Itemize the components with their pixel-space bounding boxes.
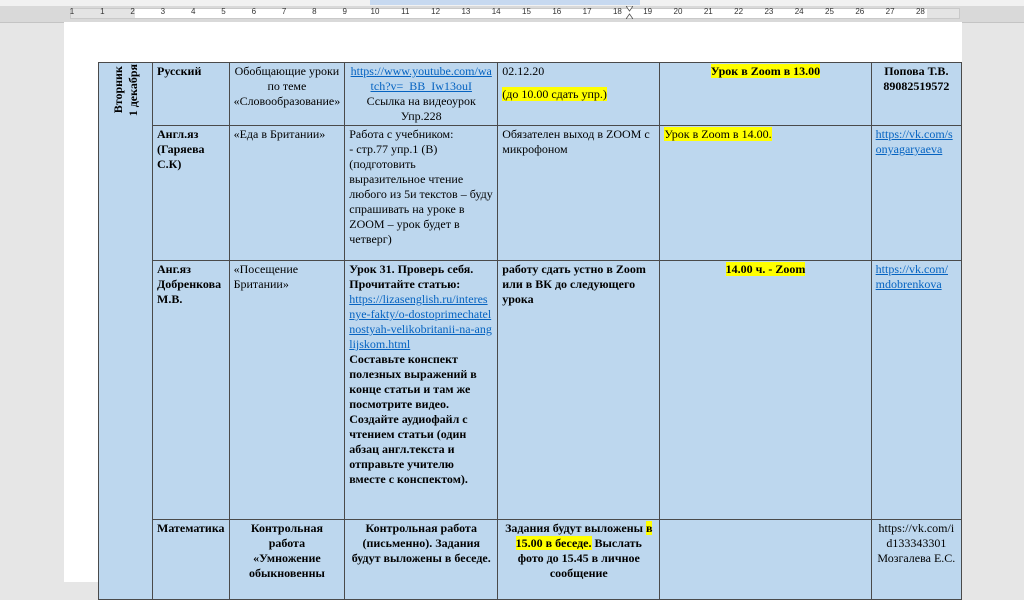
active-tab-highlight	[370, 0, 640, 5]
table-row	[99, 261, 962, 520]
teacher-name: Попова Т.В.	[884, 64, 949, 78]
contact-cell	[871, 520, 961, 600]
task-body: Составьте конспект полезных выражений в конце статьи и там же посмотрите видео. Создайте аудиофайл с чтением статьи (один абзац англ.текста и отправьте учителю вместе с конспектом).	[349, 352, 477, 486]
deadline-cell	[498, 126, 660, 261]
zoom-cell	[660, 520, 871, 600]
zoom-cell	[660, 261, 871, 520]
ruler-number: 23	[764, 7, 774, 16]
day-cell	[99, 63, 153, 600]
ruler-number: 13	[461, 7, 471, 16]
topic-label: «Посещение Британии»	[233, 262, 299, 291]
ruler-number: 17	[582, 7, 592, 16]
deadline-cell	[498, 261, 660, 520]
ruler-number: 18	[612, 7, 622, 16]
contact-cell	[871, 63, 961, 126]
document-page	[64, 22, 962, 582]
weekday-label: Вторник	[110, 66, 125, 114]
ruler-number: 4	[190, 7, 196, 16]
ruler-number: 28	[915, 7, 925, 16]
deadline-post: Выслать фото до 15.45 в личное сообщение	[517, 536, 642, 580]
ruler-number: 1	[100, 7, 105, 16]
ruler-number: 11	[401, 7, 410, 16]
schedule-table	[98, 62, 962, 600]
subject-cell	[153, 261, 230, 520]
zoom-time: Урок в Zoom в 14.00.	[664, 127, 772, 141]
ruler-number: 5	[221, 7, 226, 16]
ruler-number: 24	[794, 7, 804, 16]
ruler-number: 26	[855, 7, 865, 16]
task-cell	[345, 520, 498, 600]
ruler-number: 9	[342, 7, 347, 16]
task-text: Контрольная работа (письменно). Задания будут выложены в беседе.	[351, 521, 491, 565]
task-line: - стр.77 упр.1 (В) (подготовить выразительное чтение любого из 5и текстов – буду спрашивать на уроке в ZOOM – урок будет в четверг)	[349, 142, 493, 246]
deadline-note: работу сдать устно в Zoom или в ВК до следующего урока	[502, 262, 646, 306]
ruler-number: 10	[370, 7, 380, 16]
task-cell	[345, 126, 498, 261]
subject-cell	[153, 520, 230, 600]
zoom-time: 14.00 ч. - Zoom	[725, 262, 806, 276]
task-cell	[345, 63, 498, 126]
contact-cell	[871, 261, 961, 520]
indent-marker-icon[interactable]	[626, 6, 633, 19]
ruler-number: 19	[643, 7, 653, 16]
horizontal-ruler[interactable]	[0, 6, 1024, 23]
ruler-number: 15	[522, 7, 531, 16]
ruler-number: 7	[281, 7, 287, 16]
video-link[interactable]: https://www.youtube.com/watch?v=_BB_Iw13ouI	[350, 64, 492, 93]
ruler-number: 22	[734, 7, 744, 16]
deadline-highlight: в 15.00 в беседе.	[515, 521, 653, 550]
task-extra: Упр.228	[400, 109, 442, 123]
zoom-time: Урок в Zoom в 13.00	[710, 64, 821, 78]
ruler-number: 21	[703, 7, 713, 16]
zoom-cell	[660, 63, 871, 126]
task-cell	[345, 261, 498, 520]
zoom-cell	[660, 126, 871, 261]
deadline-note: (до 10.00 сдать упр.)	[502, 87, 607, 101]
subject-label: Русский	[157, 64, 202, 78]
table-row	[99, 126, 962, 261]
day-label	[111, 64, 141, 116]
topic-cell	[229, 520, 345, 600]
table-row	[99, 520, 962, 600]
teacher-vk-link[interactable]: https://vk.com/id133343301	[878, 521, 955, 550]
deadline-pre: Задания будут выложены	[505, 521, 643, 535]
ruler-numbers	[0, 6, 1024, 22]
deadline-cell	[498, 63, 660, 126]
ruler-number: 20	[673, 7, 683, 16]
task-text: Работа с учебником:	[349, 127, 454, 141]
ruler-number: 8	[312, 7, 317, 16]
topic-cell	[229, 261, 345, 520]
task-text: Ссылка на видеоурок	[366, 94, 476, 108]
task-title: Урок 31. Проверь себя. Прочитайте статью:	[349, 262, 474, 291]
subject-label: Англ.яз (Гаряева С.К)	[157, 127, 205, 171]
subject-cell	[153, 63, 230, 126]
topic-label: «Еда в Британии»	[233, 127, 326, 141]
topic-cell	[229, 63, 345, 126]
ruler-number: 25	[825, 7, 834, 16]
deadline-date: 02.12.20	[502, 64, 545, 78]
subject-label: Анг.яз Добренкова М.В.	[157, 262, 222, 306]
teacher-phone: 89082519572	[883, 79, 950, 93]
teacher-vk-link[interactable]: https://vk.com/mdobrenkova	[875, 262, 948, 291]
ruler-number: 1	[69, 7, 75, 16]
article-link[interactable]: https://lizasenglish.ru/interesnye-fakty/o-dostoprimechatelnostyah-velikobritanii-na-anglijskom.html	[349, 292, 492, 351]
topic-label: Контрольная работа «Умножение обыкновенны	[248, 521, 325, 580]
ruler-number: 6	[251, 7, 257, 16]
spacer	[502, 79, 655, 87]
table-row	[99, 63, 962, 126]
ruler-number: 12	[431, 7, 441, 16]
deadline-cell	[498, 520, 660, 600]
teacher-name: Мозгалева Е.С.	[877, 551, 956, 565]
topic-cell	[229, 126, 345, 261]
deadline-note: Обязателен выход в ZOOM с микрофоном	[502, 127, 650, 156]
contact-cell	[871, 126, 961, 261]
subject-label: Математика	[157, 521, 225, 535]
ruler-number: 3	[160, 7, 166, 16]
subject-cell	[153, 126, 230, 261]
teacher-vk-link[interactable]: https://vk.com/sonyagaryaeva	[875, 127, 953, 156]
ruler-number: 2	[130, 7, 135, 16]
ruler-number: 14	[491, 7, 501, 16]
date-label: 1 декабря	[125, 64, 140, 117]
ruler-number: 27	[885, 7, 895, 16]
topic-label: Обобщающие уроки по теме «Словообразование»	[233, 64, 341, 108]
ruler-number: 16	[552, 7, 562, 16]
